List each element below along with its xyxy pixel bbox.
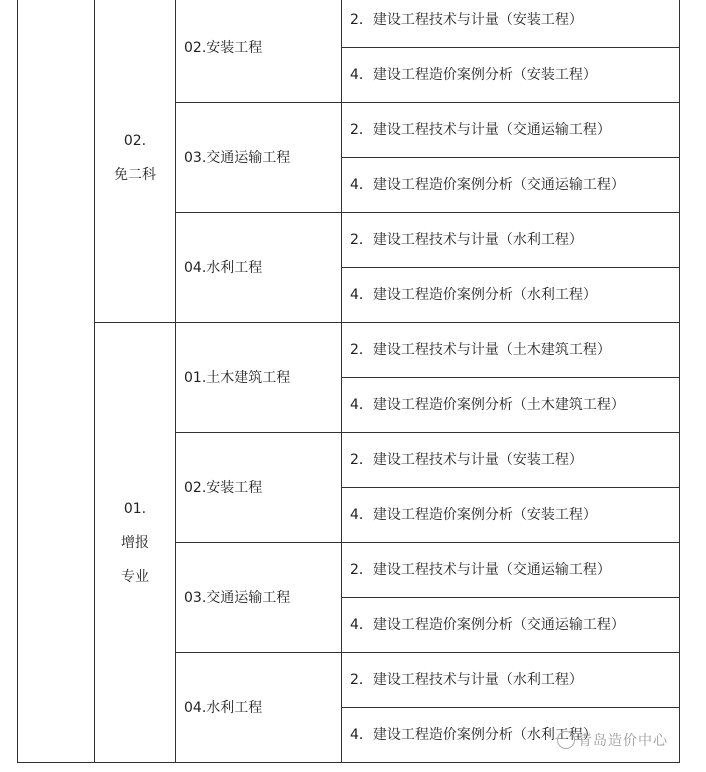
course-cell: 4．建设工程造价案例分析（交通运输工程）: [342, 598, 680, 653]
table-row: [18, 323, 680, 378]
course-cell: 4．建设工程造价案例分析（交通运输工程）: [342, 158, 680, 213]
table-row: [18, 0, 680, 48]
major-cell: 04.水利工程: [176, 213, 342, 323]
exam-type-label: [95, 124, 175, 192]
exam-type-code: 01.: [123, 500, 147, 517]
major-cell: 01.土木建筑工程: [176, 323, 342, 433]
exam-type-cell: [95, 323, 176, 763]
major-cell: 03.交通运输工程: [176, 103, 342, 213]
course-cell: 2．建设工程技术与计量（安装工程）: [342, 0, 680, 48]
course-cell: 2．建设工程技术与计量（土木建筑工程）: [342, 323, 680, 378]
exam-type-code: 02.: [123, 132, 147, 149]
exam-type-line: 专业: [121, 568, 149, 585]
major-cell: 03.交通运输工程: [176, 543, 342, 653]
exam-type-label: [95, 492, 175, 594]
course-cell: 4．建设工程造价案例分析（水利工程）: [342, 268, 680, 323]
course-cell: 4．建设工程造价案例分析（土木建筑工程）: [342, 378, 680, 433]
major-cell: 02.安装工程: [176, 433, 342, 543]
course-cell: 4．建设工程造价案例分析（安装工程）: [342, 48, 680, 103]
watermark-text: 青岛造价中心: [578, 733, 668, 749]
major-cell: 04.水利工程: [176, 653, 342, 763]
course-cell: 2．建设工程技术与计量（安装工程）: [342, 433, 680, 488]
course-cell: 2．建设工程技术与计量（交通运输工程）: [342, 543, 680, 598]
course-cell: 4．建设工程造价案例分析（水利工程）: [342, 708, 680, 763]
exam-type-cell: [95, 0, 176, 323]
course-cell: 2．建设工程技术与计量（交通运输工程）: [342, 103, 680, 158]
exam-type-name: 免二科: [114, 166, 156, 183]
exam-type-line: 增报: [121, 534, 149, 551]
course-cell: 4．建设工程造价案例分析（安装工程）: [342, 488, 680, 543]
course-cell: 2．建设工程技术与计量（水利工程）: [342, 653, 680, 708]
course-cell: 2．建设工程技术与计量（水利工程）: [342, 213, 680, 268]
leftmost-column-cell: [18, 0, 95, 763]
major-cell: 02.安装工程: [176, 0, 342, 103]
exam-subject-table: [17, 0, 680, 763]
